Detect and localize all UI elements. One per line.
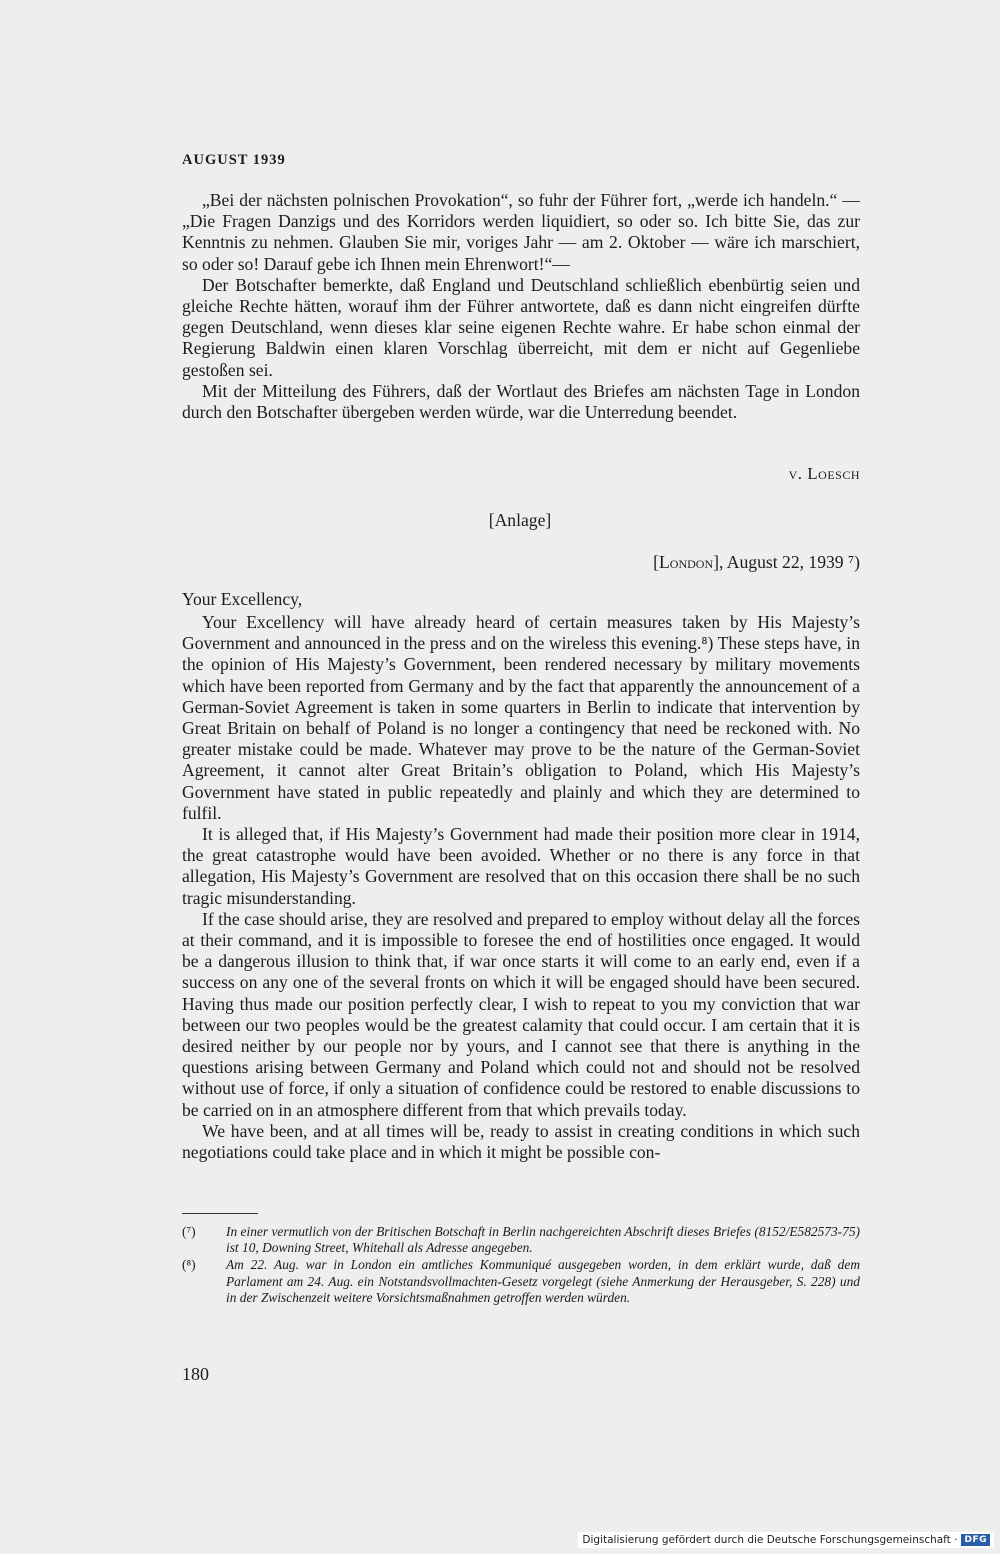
- signature: v. Loesch: [788, 464, 860, 483]
- letter-paragraph: Your Excellency will have already heard of certain measures taken by His Majesty’s Government and announced in the press and on the wireless this evening.⁸) These steps have, in the opinion of His Majesty’s Government, been rendered necessary by military movements which have been reported from Germany and by the fact that apparently the announcement of a German-Soviet Agreement is taken in some quarters in Berlin to indicate that intervention by Great Britain on behalf of Poland is no longer a contingency that need be reckoned with. No greater mistake could be made. Whatever may prove to be the nature of the German-Soviet Agreement, it cannot alter Great Britain’s obligation to Poland, which His Majesty’s Government have stated in public repeatedly and plainly and which they are determined to fulfil.: [182, 612, 860, 823]
- running-head: AUGUST 1939: [182, 152, 286, 168]
- dateline: [653, 552, 860, 573]
- footnote: [182, 1224, 860, 1256]
- footnote-text: Am 22. Aug. war in London ein amtliches Kommuniqué ausgegeben worden, in dem erklärt wurde, daß dem Parlament am 24. Aug. ein Notstandsvollmachten-Gesetz vorgelegt (siehe Anmerkung der Herausgeber, S. 228) und in der Zwischenzeit weitere Vorsichtsmaßnahmen getroffen werden würden.: [226, 1257, 860, 1305]
- dateline-date: , August 22, 1939 ⁷): [718, 552, 860, 572]
- letter-paragraph: We have been, and at all times will be, ready to assist in creating conditions in which such negotiations could take place and in which it might be possible con-: [182, 1120, 860, 1163]
- dfg-logo: DFG: [961, 1534, 990, 1546]
- credit-text: Digitalisierung gefördert durch die Deutsche Forschungsgemeinschaft ·: [582, 1534, 958, 1546]
- enclosure-heading: [Anlage]: [488, 510, 552, 530]
- footnote-mark: (⁷): [182, 1224, 196, 1239]
- german-paragraph: Der Botschafter bemerkte, daß England und Deutschland schließlich ebenbürtig seien und gleiche Rechte hätten, worauf ihm der Führer antwortete, daß es dann nicht eingreifen dürfte gegen Deutschland, wenn dieses klar seine eigenen Rechte wahre. Er habe schon einmal der Regierung Baldwin einen klaren Vorschlag überreicht, mit dem er nicht auf Gegenliebe gestoßen sei.: [182, 274, 860, 380]
- digitization-credit: [578, 1532, 994, 1548]
- letter-paragraph: If the case should arise, they are resolved and prepared to employ without delay all the forces at their command, and it is impossible to foresee the end of hostilities once engaged. It would be a dangerous illusion to think that, if war once starts it will come to an early end, even if a success on any one of the several fronts on which it will be engaged should have been secured. Having thus made our position perfectly clear, I wish to repeat to you my conviction that war between our two peoples would be the greatest calamity that could occur. I am certain that it is desired neither by our people nor by yours, and I cannot see that there is anything in the questions arising between Germany and Poland which could not and should not be resolved without use of force, if only a situation of confidence could be restored to enable discussions to be carried on in an atmosphere different from that which prevails today.: [182, 908, 860, 1120]
- letter-paragraph: It is alleged that, if His Majesty’s Government had made their position more clear in 1914, the great catastrophe would have been avoided. Whether or no there is any force in that allegation, His Majesty’s Government are resolved that on this occasion there shall be no such tragic misunderstanding.: [182, 824, 860, 908]
- footnote-text: In einer vermutlich von der Britischen Botschaft in Berlin nachgereichten Abschrift dieses Briefes (8152/E582573-75) ist 10, Downing Street, Whitehall als Adresse angegeben.: [226, 1224, 860, 1256]
- footnote-mark: (⁸): [182, 1257, 196, 1273]
- page-number: 180: [182, 1364, 209, 1384]
- german-text-block: [182, 190, 860, 423]
- salutation: Your Excellency,: [182, 589, 303, 609]
- german-paragraph: Mit der Mitteilung des Führers, daß der Wortlaut des Briefes am nächsten Tage in London durch den Botschafter übergeben werden würde, war die Unterredung beendet.: [182, 380, 860, 423]
- letter-body: [182, 612, 860, 1163]
- footnotes: [182, 1224, 860, 1307]
- footnote-rule: [182, 1213, 258, 1214]
- german-paragraph: „Bei der nächsten polnischen Provokation“, so fuhr der Führer fort, „werde ich handeln.“ — „Die Fragen Danzigs und des Korridors werden liquidiert, so oder so. Ich bitte Sie, das zur Kenntnis zu nehmen. Glauben Sie mir, voriges Jahr — am 2. Oktober — wäre ich marschiert, so oder so! Darauf gebe ich Ihnen mein Ehrenwort!“—: [182, 190, 860, 274]
- footnote: [182, 1257, 860, 1306]
- dateline-place: [London]: [653, 552, 719, 572]
